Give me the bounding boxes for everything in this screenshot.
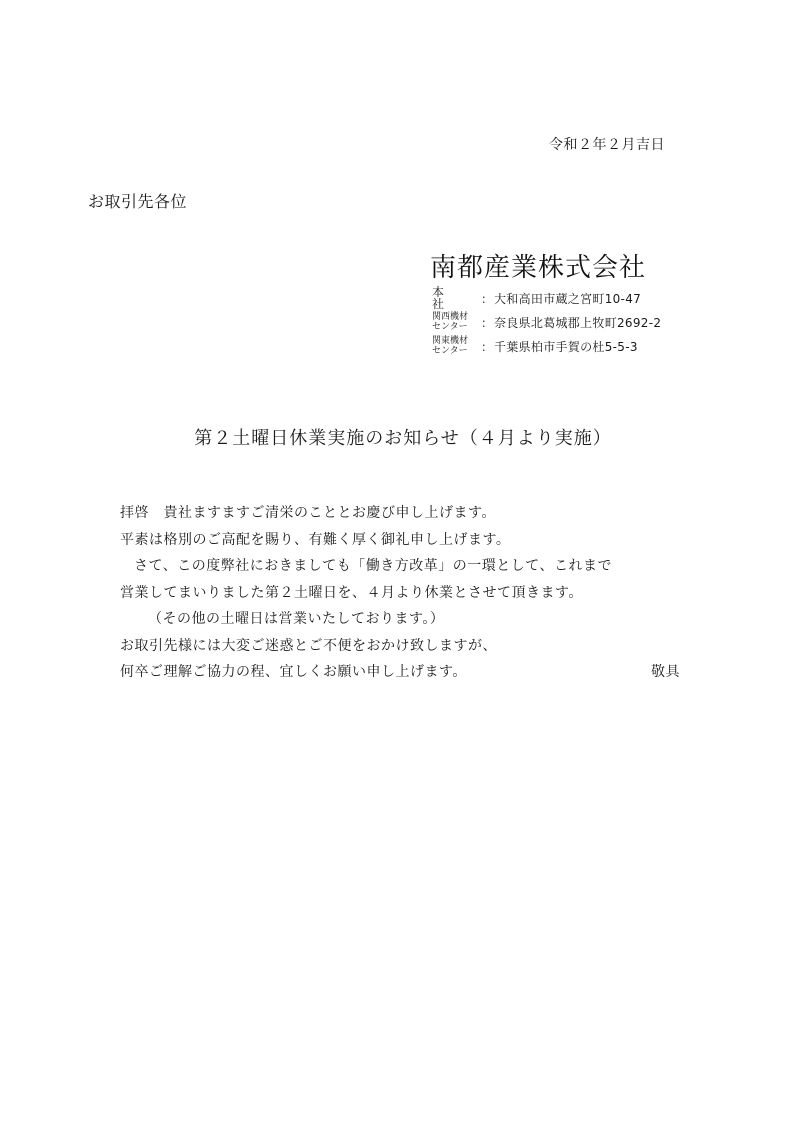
address-row-kansai	[432, 310, 661, 334]
address-value: 奈良県北葛城郡上牧町2692-2	[494, 315, 662, 330]
address-label-line: センター	[432, 322, 468, 332]
address-label-line: 関東機材	[432, 336, 469, 346]
address-row-kanto	[432, 334, 661, 358]
body-closing-row	[120, 659, 680, 686]
address-separator: ：	[480, 291, 493, 306]
body-line: （その他の土曜日は営業いたしております。）	[148, 611, 445, 627]
body-line: 平素は格別のご高配を賜り、有難く厚く御礼申し上げます。	[120, 531, 511, 548]
address-label-line: センター	[432, 346, 468, 356]
address-label-line: 関西機材	[432, 312, 469, 322]
company-name: 南都産業株式会社	[430, 253, 647, 283]
address-row-head-office	[432, 286, 661, 310]
address-value: 大和高田市蔵之宮町10-47	[494, 291, 642, 306]
address-label	[432, 312, 480, 332]
body-line: 拝啓 貴社ますますご清栄のこととお慶び申し上げます。	[120, 505, 496, 521]
body-line: 何卒ご理解ご協力の程、宜しくお願い申し上げます。	[120, 664, 467, 680]
address-separator: ：	[480, 339, 493, 354]
address-value: 千葉県柏市手賀の杜5-5-3	[494, 339, 638, 354]
notice-body	[120, 500, 680, 686]
address-label: 本 社	[432, 285, 473, 311]
recipient: お取引先各位	[88, 192, 188, 211]
address-label	[432, 336, 480, 356]
issue-date: 令和２年２月吉日	[549, 137, 665, 153]
address-separator: ：	[480, 315, 493, 330]
body-line: 営業してまいりました第２土曜日を、４月より休業とさせて頂きます。	[120, 584, 583, 601]
body-line: お取引先様には大変ご迷惑とご不便をおかけ致しますが、	[120, 637, 497, 654]
company-addresses	[432, 286, 661, 358]
body-line: さて、この度弊社におきましても「働き方改革」の一環として、これまで	[134, 558, 612, 574]
closing-keigu: 敬具	[651, 664, 680, 680]
notice-title: 第２土曜日休業実施のお知らせ（４月より実施）	[194, 428, 612, 449]
